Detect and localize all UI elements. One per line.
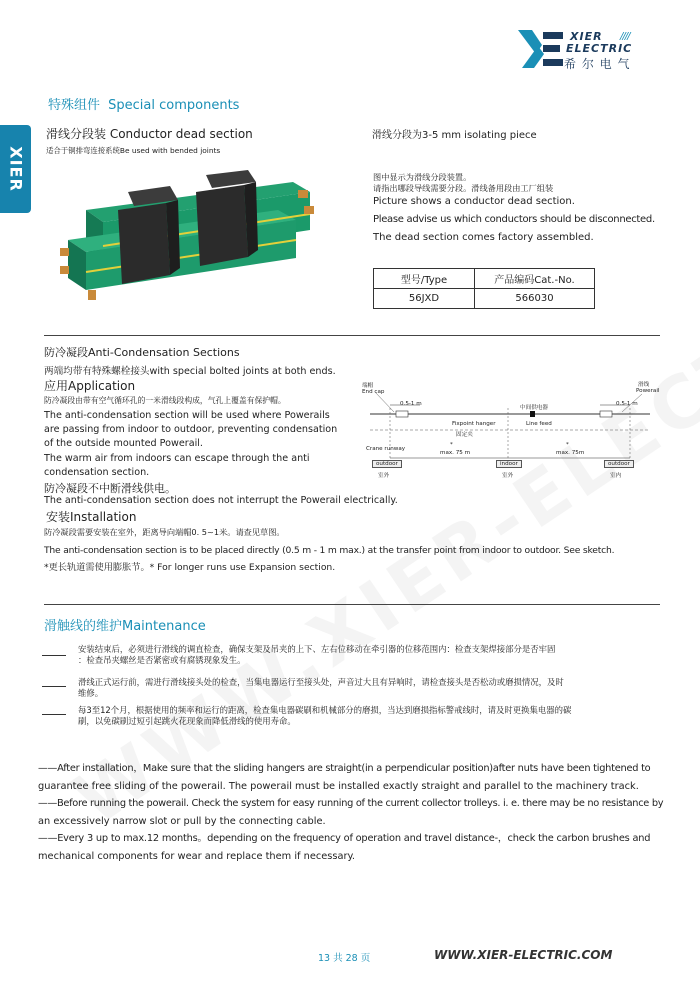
sketch-powerail-en: Powerail [636,388,660,394]
brand-name-mid: ELECTRIC [566,42,633,55]
maintenance-en-block [38,760,664,865]
isolating-piece-text: 滑线分段为3-5 mm isolating piece [372,130,537,141]
maintenance-item-2-line2: 维修。 [78,688,104,698]
website-link[interactable]: WWW.XIER-ELECTRIC.COM [434,948,613,962]
anti-line1: 两端均带有特殊螺栓接头with special bolted joints at both ends. [44,366,336,377]
divider-1 [44,335,660,336]
anti-title: 防冷凝段Anti-Condensation Sections [44,346,240,359]
application-en-1: The anti-condensation section will be used where Powerails [44,410,330,421]
application-en-5: condensation section. [44,467,150,478]
dead-desc-en-1: Picture shows a conductor dead section. [373,196,575,207]
dead-desc-en-3: The dead section comes factory assembled. [373,232,594,243]
table-row [374,289,595,309]
product-image-dead-section [58,170,318,310]
special-heading-cn: 特殊组件 [48,98,101,113]
sketch-outdoor-left: outdoor [372,460,402,468]
installation-en: The anti-condensation section is to be placed directly (0.5 m - 1 m max.) at the transfer point from indoor to outdoor. See sketch. [44,545,615,556]
sketch-linefeed-en: Line feed [526,421,552,427]
maintenance-heading: 滑触线的维护Maintenance [44,619,206,634]
sketch-fixpoint-en: Fixpoint hanger [452,421,496,427]
nointerrupt-en: The anti-condensation section does not interrupt the Powerail electrically. [44,495,398,506]
table-header-cat: 产品编码Cat.-No. [475,269,595,289]
sketch-fixpoint-cn: 固定夹 [456,432,473,438]
maintenance-en-line: ——After installation，Make sure that the sliding hangers are straight(in a perpendicular position)after nuts have been tightened to [38,763,651,774]
dead-section-title: 滑线分段装 Conductor dead section [46,127,253,141]
sketch-dist-right: 0.5-1 m [616,401,638,407]
sketch-indoor: indoor [496,460,522,468]
page-number: 13 共 28 页 [318,953,371,964]
maintenance-en-line: ——Every 3 up to max.12 months。depending on the frequency of operation and travel distance-，check the carbon brushes and [38,833,651,844]
table-cell-cat: 566030 [475,289,595,309]
maintenance-en-line: guarantee free sliding of the powerail. The powerail must be installed exactly straight and parallel to the machinery track. [38,780,639,792]
installation-cn: 防冷凝段需要安装在室外，距离导向端帽0. 5~1米。请查见草图。 [44,527,285,537]
maintenance-en-line: ——Before running the powerail. Check the system for easy running of the current collector trolleys. i. e. there may be no resistance by [38,798,664,809]
table-header-type: 型号/Type [374,269,475,289]
table-header-row [374,269,595,289]
application-en-2: are passing from indoor to outdoor, preventing condensation [44,424,338,435]
application-cn: 防冷凝段由带有空气循环孔的一米滑线段构成，气孔上覆盖有保护帽。 [44,396,286,405]
maintenance-item-1-line2: ：检查吊夹螺丝是否紧密或有腐锈现象发生。 [78,655,246,665]
installation-heading: 安装Installation [46,510,137,524]
dead-desc-cn-2: 请指出哪段导线需要分段。滑线备用段由工厂组装 [373,183,554,193]
divider-2 [44,604,660,605]
maintenance-item-2-line1: 滑线正式运行前，需进行滑线接头处的检查，当集电器运行至接头处，声音过大且有异响时，请检查接头是否松动或磨损情况，及时 [78,677,564,687]
dead-desc-cn-1: 图中显示为滑线分段装置。 [373,172,472,182]
sketch-linefeed-cn: 中间供电器 [520,405,548,411]
longer-runs-note: *更长轨道需使用膨胀节。* For longer runs use Expansion section. [44,562,336,573]
application-en-4: The warm air from indoors can escape through the anti [44,453,310,464]
application-heading: 应用Application [44,379,136,393]
sketch-powerail-cn: 滑线 [638,382,650,388]
sketch-star-right: * [566,442,569,448]
maintenance-item-3-line2: 刷，以免碳刷过短引起跳火花现象而降低滑线的使用寿命。 [78,716,296,726]
brand-name-cn: 希 尔 电 气 [564,57,631,71]
sketch-max-right: max. 75m [556,450,585,456]
application-en-3: of the outside mounted Powerail. [44,438,203,449]
maintenance-en-line: an excessively narrow slot or pull by the connecting cable. [38,815,326,827]
sketch-outdoor-right: outdoor [604,460,634,468]
dead-desc-en-2: Please advise us which conductors should be disconnected. [373,214,655,225]
sketch-indoor-cn: 室外 [502,473,514,479]
sketch-max-left: max. 75 m [440,450,471,456]
maintenance-item-3-line1: 每3至12个月，根据使用的频率和运行的距离，检查集电器碳刷和机械部分的磨损，当达到磨损指标警戒线时，请及时更换集电器的碳 [78,705,572,715]
maintenance-item-1-line1: 安装结束后，必须进行滑线的调直检查，确保支架及吊夹的上下、左右位移动在牵引器的位移范围内：检查支架焊接部分是否牢固 [78,644,556,654]
side-tab [0,125,31,213]
dash-marker [42,714,66,715]
maintenance-en-line: mechanical components for wear and replace them if necessary. [38,850,356,862]
installation-sketch [360,378,660,483]
catalog-table [373,268,595,309]
brand-name-top: XIER [570,30,603,43]
logo-stripes-icon: //// [620,31,630,42]
sketch-dist-left: 0.5-1 m [400,401,422,407]
dash-marker [42,686,66,687]
dead-section-subtitle: 适合于铜排弯连接系统Be used with bended joints [46,146,221,155]
sketch-outdoor-left-cn: 室外 [378,473,390,479]
sketch-outdoor-right-cn: 室内 [610,473,622,479]
section-heading-special [48,94,239,113]
sketch-crane: Crane runway [366,446,406,452]
logo-mark-icon [516,28,564,70]
sketch-endcap-en: End cap [362,389,385,395]
sketch-star-left: * [450,442,453,448]
special-heading-en: Special components [108,98,240,113]
side-tab-label: XIER [6,146,25,192]
table-cell-type: 56JXD [374,289,475,309]
dash-marker [42,655,66,656]
sketch-endcap-cn: 端帽 [362,383,374,389]
nointerrupt-cn: 防冷凝段不中断滑线供电。 [44,482,176,495]
brand-logo [516,28,666,70]
